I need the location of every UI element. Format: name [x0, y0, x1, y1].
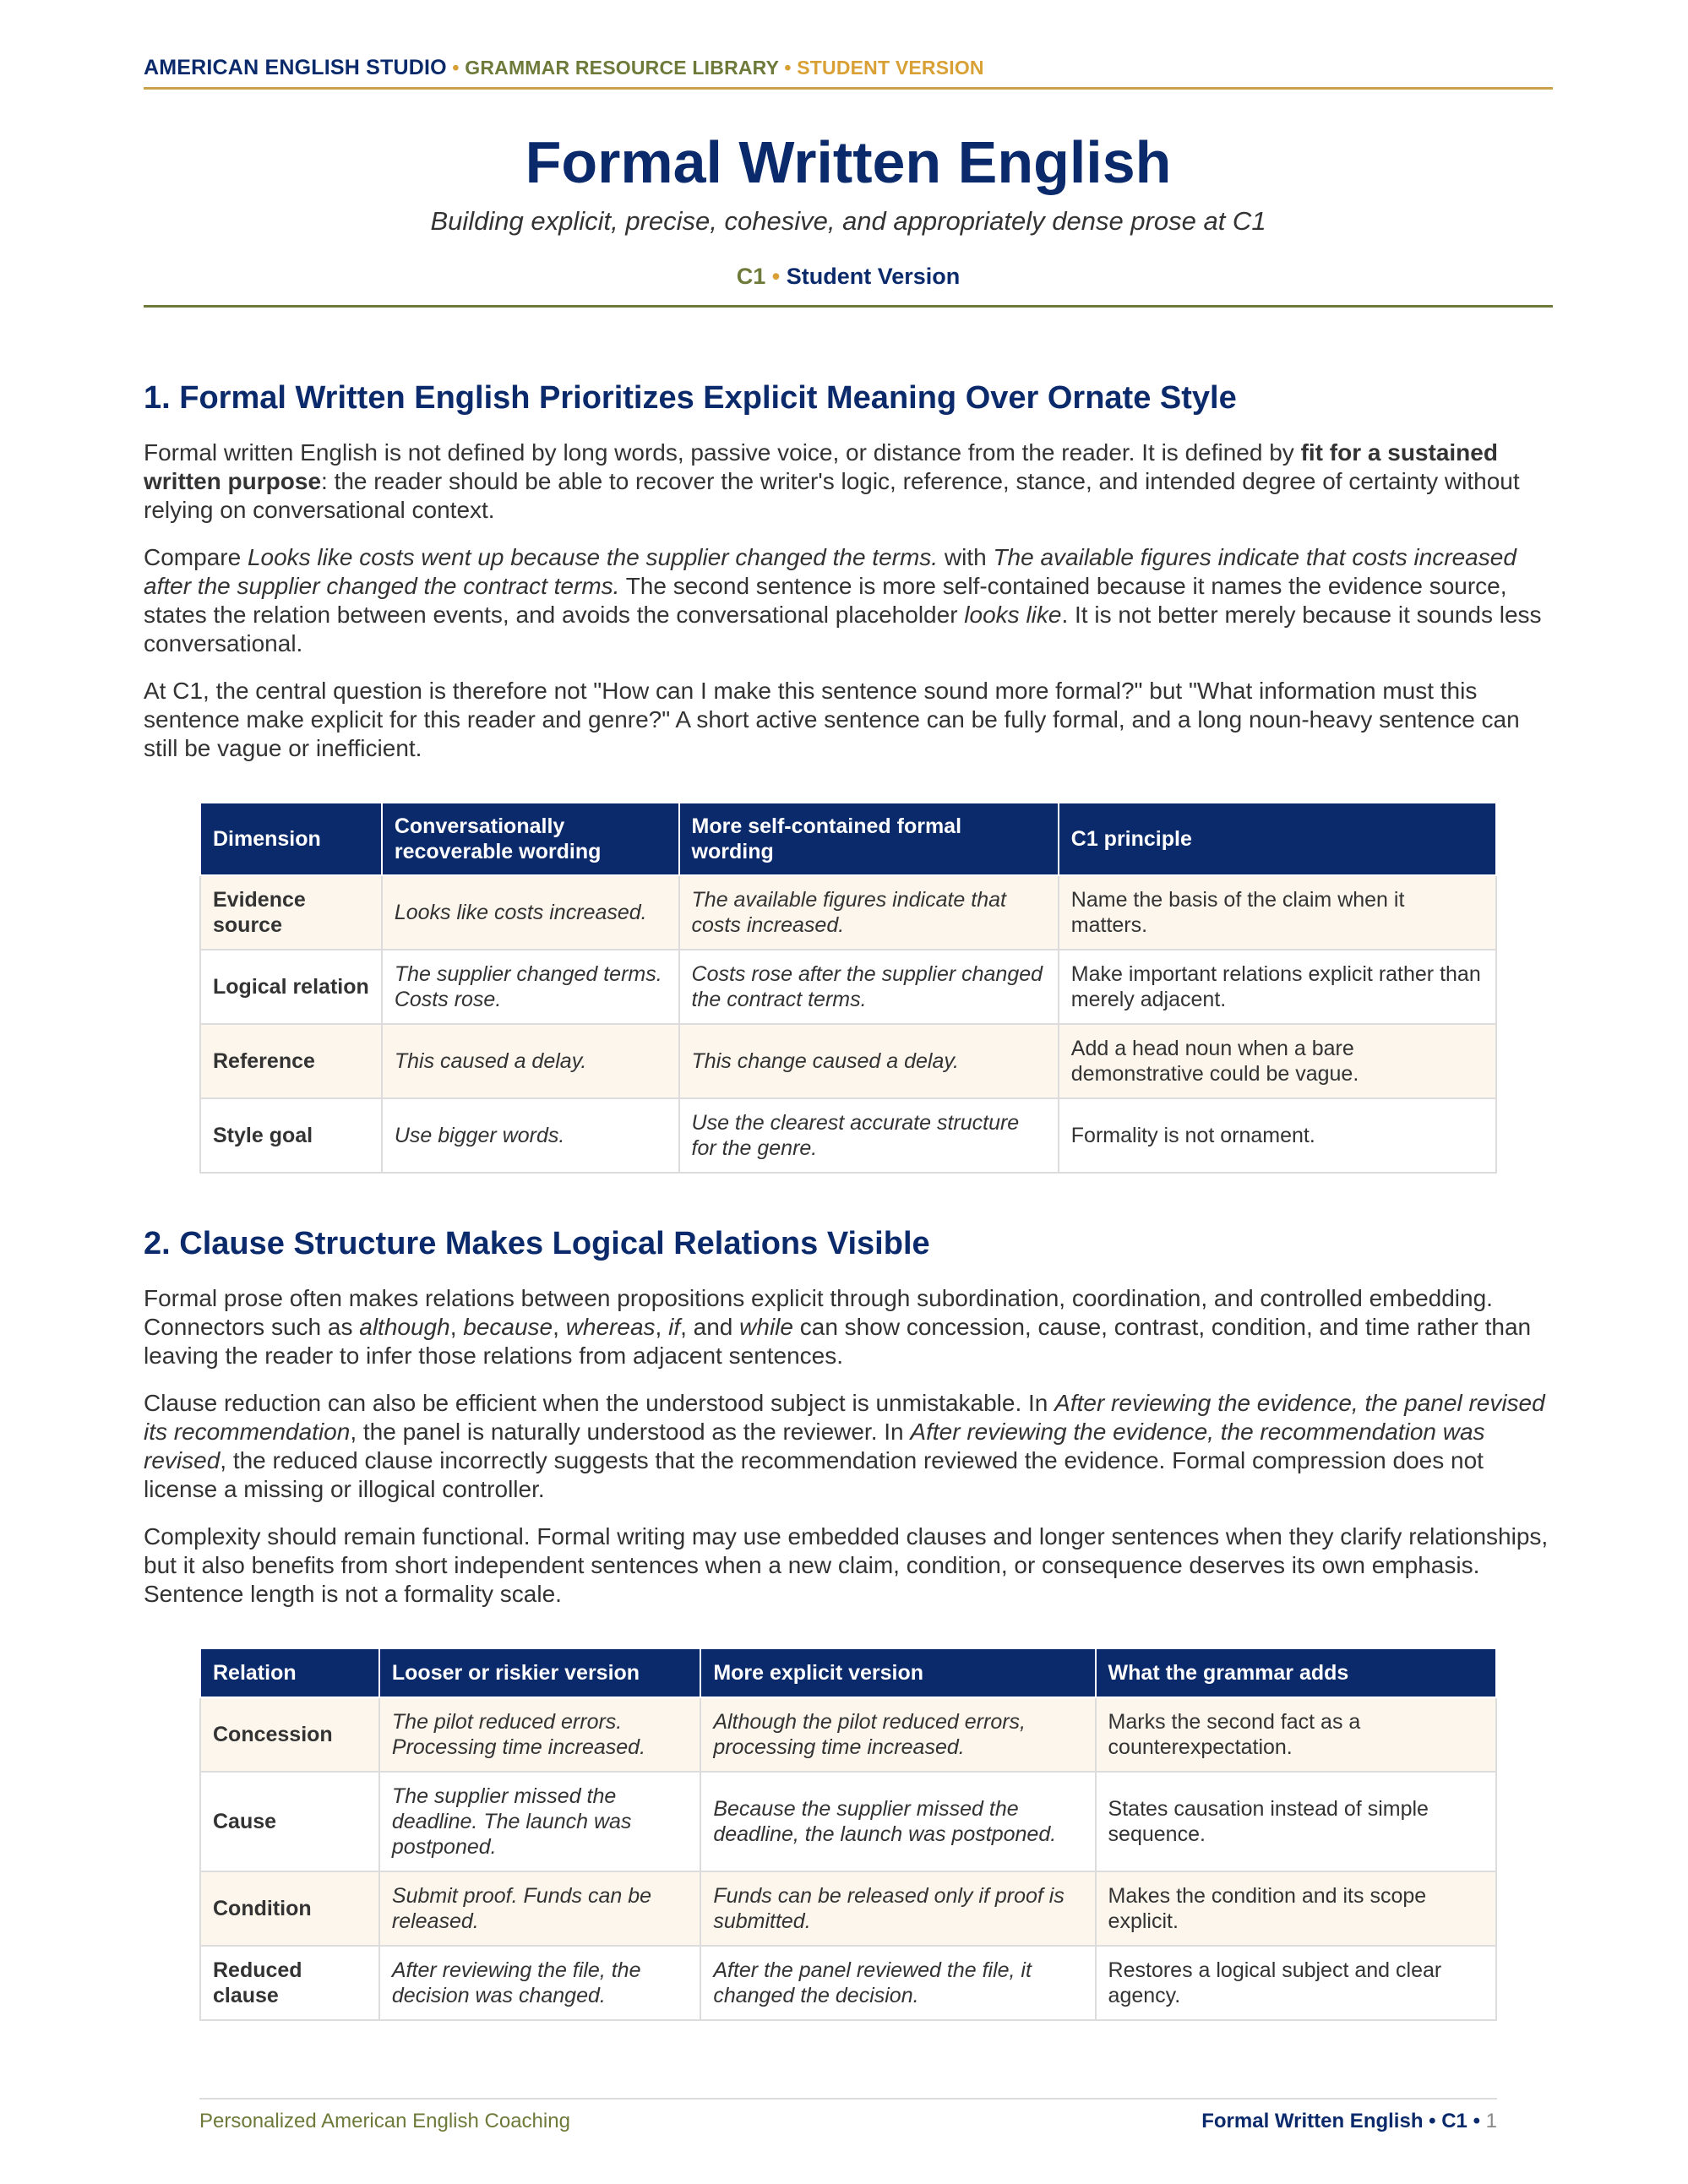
table-cell: This change caused a delay.	[679, 1024, 1059, 1098]
level-separator: •	[771, 263, 781, 289]
text-run: , the panel is naturally understood as the reviewer. In	[350, 1418, 911, 1445]
text-run: . It is not better merely because it sounds less conversational.	[144, 601, 1542, 656]
table-row	[200, 950, 1496, 1024]
level-code: C1	[736, 263, 766, 289]
text-run: : the reader should be able to recover the writer's logic, reference, stance, and intended degree of certainty without relying on conversational context.	[144, 467, 1520, 523]
table-cell: Restores a logical subject and clear agency.	[1096, 1946, 1496, 2020]
connector-word: while	[739, 1313, 793, 1340]
section-1-paragraph-3: At C1, the central question is therefore not "How can I make this sentence sound more formal?" but "What information must this sentence make explicit for this reader and genre?" A short active sentence can be fully formal, and a long noun-heavy sentence can still be vague or inefficient.	[144, 677, 1520, 761]
table-row	[200, 1871, 1496, 1946]
brand-name: AMERICAN ENGLISH STUDIO	[144, 56, 447, 79]
connector-word: because	[463, 1313, 553, 1340]
table-cell: Reduced clause	[200, 1946, 379, 2020]
page-number: 1	[1485, 2110, 1497, 2132]
example-text: Looks like costs went up because the supplier changed the terms.	[247, 543, 939, 570]
table-cell: Cause	[200, 1772, 379, 1871]
text-run: The second sentence is more self-contained because it names the evidence source, states the relation between events, and avoids the conversational placeholder	[144, 572, 1507, 628]
table-cell: Submit proof. Funds can be released.	[379, 1871, 700, 1946]
text-run: ,	[449, 1313, 464, 1340]
column-header: Looser or riskier version	[379, 1648, 700, 1697]
table-cell: Make important relations explicit rather than merely adjacent.	[1059, 950, 1496, 1024]
table-row	[200, 1098, 1496, 1173]
table-cell: The supplier missed the deadline. The launch was postponed.	[379, 1772, 700, 1871]
table-cell: Costs rose after the supplier changed the contract terms.	[679, 950, 1059, 1024]
table-cell: Style goal	[200, 1098, 382, 1173]
table-cell: After reviewing the file, the decision was changed.	[379, 1946, 700, 2020]
column-header: Conversationally recoverable wording	[382, 803, 679, 875]
title-block	[144, 90, 1553, 308]
section-2-paragraph-2	[144, 1389, 1553, 1504]
example-text: After reviewing the evidence, the panel revised its recommendation	[144, 1389, 1545, 1445]
table-cell: Logical relation	[200, 950, 382, 1024]
table-cell: Although the pilot reduced errors, processing time increased.	[700, 1697, 1095, 1772]
table-row	[200, 1772, 1496, 1871]
example-text: The available figures indicate that costs increased after the supplier changed the contract terms.	[144, 543, 1516, 599]
text-run: Formal prose often makes relations between propositions explicit through subordination, coordination, and controlled embedding. Connectors such as	[144, 1284, 1493, 1340]
footer-left-text: Personalized American English Coaching	[199, 2110, 570, 2132]
text-run: ,	[553, 1313, 566, 1340]
table-cell: Use bigger words.	[382, 1098, 679, 1173]
table-cell: Looks like costs increased.	[382, 875, 679, 950]
connector-word: if	[668, 1313, 681, 1340]
section-2-paragraph-1	[144, 1284, 1553, 1370]
text-run: Clause reduction can also be efficient when the understood subject is unmistakable. In	[144, 1389, 1055, 1416]
example-text: looks like	[964, 601, 1062, 628]
dimension-table	[199, 802, 1497, 1174]
connector-word: although	[359, 1313, 450, 1340]
column-header: Relation	[200, 1648, 379, 1697]
text-run: Formal written English is not defined by long words, passive voice, or distance from the reader. It is defined by	[144, 438, 1301, 466]
example-text: After reviewing the evidence, the recommendation was revised	[144, 1418, 1485, 1473]
header-separator: •	[784, 57, 792, 79]
page-footer	[199, 2098, 1497, 2133]
footer-right-text	[1201, 2110, 1497, 2133]
header-separator: •	[452, 57, 460, 79]
table-row	[200, 1697, 1496, 1772]
text-run: , and	[680, 1313, 740, 1340]
connector-word: whereas	[565, 1313, 656, 1340]
text-run: , the reduced clause incorrectly suggests that the recommendation reviewed the evidence. Formal compression does not license a missing or illogical controller.	[144, 1446, 1484, 1502]
table-header-row	[200, 803, 1496, 875]
section-2-heading: 2. Clause Structure Makes Logical Relations Visible	[144, 1225, 930, 1261]
column-header: More explicit version	[700, 1648, 1095, 1697]
table-cell: Name the basis of the claim when it matters.	[1059, 875, 1496, 950]
section-1-heading: 1. Formal Written English Prioritizes Explicit Meaning Over Ornate Style	[144, 379, 1237, 416]
table-cell: Condition	[200, 1871, 379, 1946]
table-cell: Evidence source	[200, 875, 382, 950]
bold-text: fit for a sustained written purpose	[144, 438, 1498, 494]
page-title: Formal Written English	[525, 129, 1172, 195]
footer-title: Formal Written English • C1 •	[1201, 2110, 1480, 2132]
level-label: Student Version	[786, 263, 961, 289]
version-label: STUDENT VERSION	[797, 57, 984, 79]
running-header	[144, 56, 1553, 90]
text-run: with	[938, 543, 994, 570]
table-cell: States causation instead of simple sequence.	[1096, 1772, 1496, 1871]
text-run: can show concession, cause, contrast, condition, and time rather than leaving the reader to infer those relations from adjacent sentences.	[144, 1313, 1532, 1369]
table-cell: Reference	[200, 1024, 382, 1098]
table-cell: Concession	[200, 1697, 379, 1772]
column-header: C1 principle	[1059, 803, 1496, 875]
table-cell: Formality is not ornament.	[1059, 1098, 1496, 1173]
table-cell: Add a head noun when a bare demonstrative could be vague.	[1059, 1024, 1496, 1098]
table-cell: Funds can be released only if proof is submitted.	[700, 1871, 1095, 1946]
table-cell: Marks the second fact as a counterexpectation.	[1096, 1697, 1496, 1772]
table-cell: Makes the condition and its scope explicit.	[1096, 1871, 1496, 1946]
table-cell: The available figures indicate that costs increased.	[679, 875, 1059, 950]
library-name: GRAMMAR RESOURCE LIBRARY	[465, 57, 779, 79]
table-cell: After the panel reviewed the file, it changed the decision.	[700, 1946, 1095, 2020]
table-header-row	[200, 1648, 1496, 1697]
relation-table	[199, 1648, 1497, 2021]
table-cell: The pilot reduced errors. Processing time increased.	[379, 1697, 700, 1772]
text-run: ,	[655, 1313, 669, 1340]
column-header: What the grammar adds	[1096, 1648, 1496, 1697]
table-cell: The supplier changed terms. Costs rose.	[382, 950, 679, 1024]
text-run: Compare	[144, 543, 248, 570]
column-header: Dimension	[200, 803, 382, 875]
table-row	[200, 1024, 1496, 1098]
document-page	[144, 0, 1553, 2021]
table-cell: This caused a delay.	[382, 1024, 679, 1098]
table-cell: Because the supplier missed the deadline, the launch was postponed.	[700, 1772, 1095, 1871]
table-row	[200, 875, 1496, 950]
table-cell: Use the clearest accurate structure for the genre.	[679, 1098, 1059, 1173]
section-1-paragraph-2	[144, 543, 1553, 658]
column-header: More self-contained formal wording	[679, 803, 1059, 875]
page-subtitle: Building explicit, precise, cohesive, and appropriately dense prose at C1	[430, 205, 1266, 236]
table-row	[200, 1946, 1496, 2020]
section-1-paragraph-1	[144, 438, 1553, 525]
level-line	[144, 264, 1553, 290]
section-2-paragraph-3: Complexity should remain functional. Formal writing may use embedded clauses and longer sentences when they clarify relationships, but it also benefits from short independent sentences when a new claim, condition, or consequence deserves its own emphasis. Sentence length is not a formality scale.	[144, 1522, 1549, 1607]
